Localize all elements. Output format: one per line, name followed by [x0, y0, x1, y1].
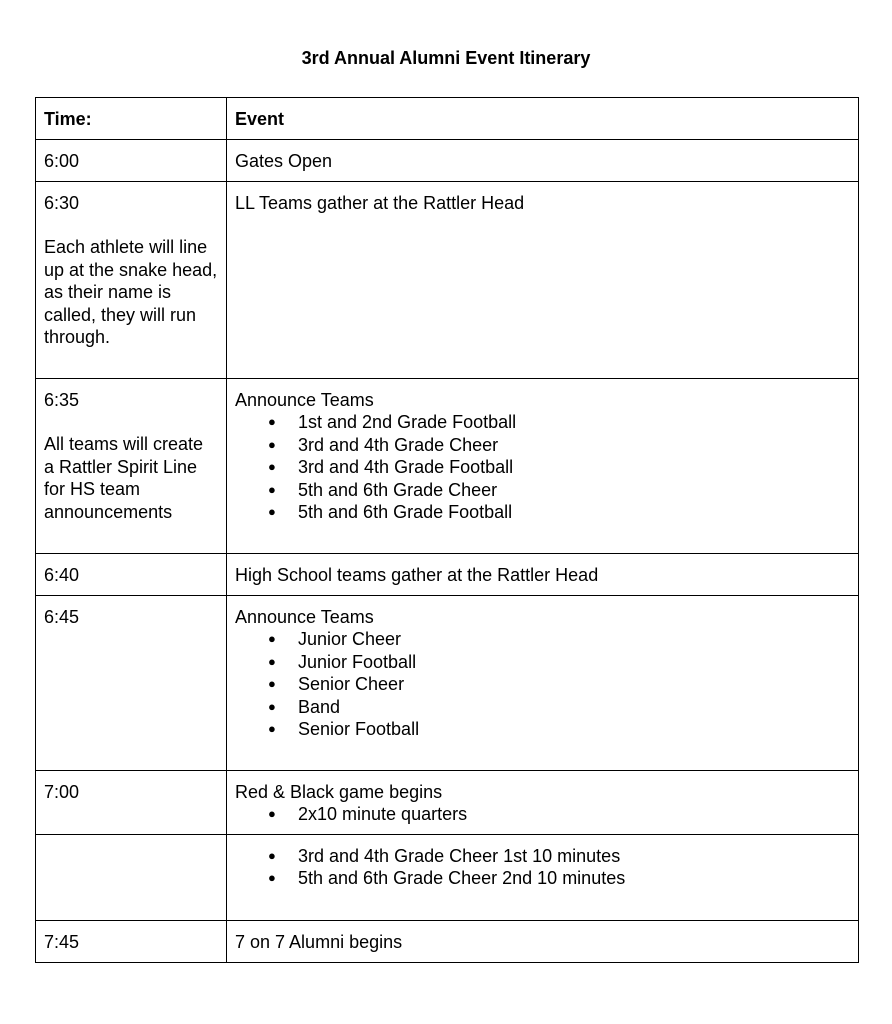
table-row — [36, 140, 859, 182]
list-item: ● Senior Football — [235, 718, 850, 740]
table-row — [36, 379, 859, 554]
event-text: Red & Black game begins — [235, 782, 443, 802]
event-cell — [227, 379, 859, 554]
list-item: ● Band — [235, 696, 850, 718]
list-item: ● 3rd and 4th Grade Cheer 1st 10 minutes — [235, 845, 850, 867]
list-item: ● 2x10 minute quarters — [235, 803, 850, 825]
time-text: 6:40 — [44, 565, 80, 585]
table-row — [36, 771, 859, 835]
table-header-row — [36, 98, 859, 140]
list-item: ● Junior Cheer — [235, 628, 850, 650]
table-row — [36, 596, 859, 771]
time-text: 6:45 — [44, 607, 80, 627]
list-item: ● Junior Football — [235, 651, 850, 673]
list-item: ● 3rd and 4th Grade Cheer — [235, 434, 850, 456]
game-details-list — [235, 803, 850, 825]
table-row — [36, 182, 859, 379]
time-note: Each athlete will line up at the snake head, as their name is called, they will run through. — [44, 237, 218, 348]
event-text: Announce Teams — [235, 390, 374, 410]
time-cell — [36, 554, 227, 596]
list-item: ● 5th and 6th Grade Cheer — [235, 479, 850, 501]
time-text: 6:00 — [44, 151, 80, 171]
time-text: 7:00 — [44, 782, 80, 802]
table-row — [36, 921, 859, 963]
time-cell — [36, 379, 227, 554]
cheer-schedule-list — [235, 845, 850, 890]
time-cell — [36, 921, 227, 963]
team-list — [235, 411, 850, 523]
time-column-header: Time: — [36, 98, 227, 140]
list-item: ● 1st and 2nd Grade Football — [235, 411, 850, 433]
time-cell — [36, 182, 227, 379]
time-text: 6:35 — [44, 390, 80, 410]
time-note: All teams will create a Rattler Spirit Line for HS team announcements — [44, 434, 204, 522]
time-text: 6:30 — [44, 193, 80, 213]
itinerary-table — [35, 97, 859, 963]
event-text: 7 on 7 Alumni begins — [235, 932, 403, 952]
event-cell — [227, 554, 859, 596]
event-text: LL Teams gather at the Rattler Head — [235, 193, 525, 213]
event-cell — [227, 921, 859, 963]
event-cell — [227, 140, 859, 182]
time-cell — [36, 835, 227, 921]
time-cell — [36, 596, 227, 771]
team-list — [235, 628, 850, 740]
time-cell — [36, 771, 227, 835]
event-column-header: Event — [227, 98, 859, 140]
list-item: ● 5th and 6th Grade Football — [235, 501, 850, 523]
page-title: 3rd Annual Alumni Event Itinerary — [301, 48, 591, 68]
event-text: High School teams gather at the Rattler Head — [235, 565, 599, 585]
list-item: ● Senior Cheer — [235, 673, 850, 695]
time-text: 7:45 — [44, 932, 80, 952]
list-item: ● 3rd and 4th Grade Football — [235, 456, 850, 478]
table-row — [36, 835, 859, 921]
table-row — [36, 554, 859, 596]
event-cell — [227, 596, 859, 771]
list-item: ● 5th and 6th Grade Cheer 2nd 10 minutes — [235, 867, 850, 889]
event-cell — [227, 835, 859, 921]
event-cell — [227, 182, 859, 379]
event-text: Announce Teams — [235, 607, 374, 627]
event-text: Gates Open — [235, 151, 333, 171]
time-cell — [36, 140, 227, 182]
event-cell — [227, 771, 859, 835]
